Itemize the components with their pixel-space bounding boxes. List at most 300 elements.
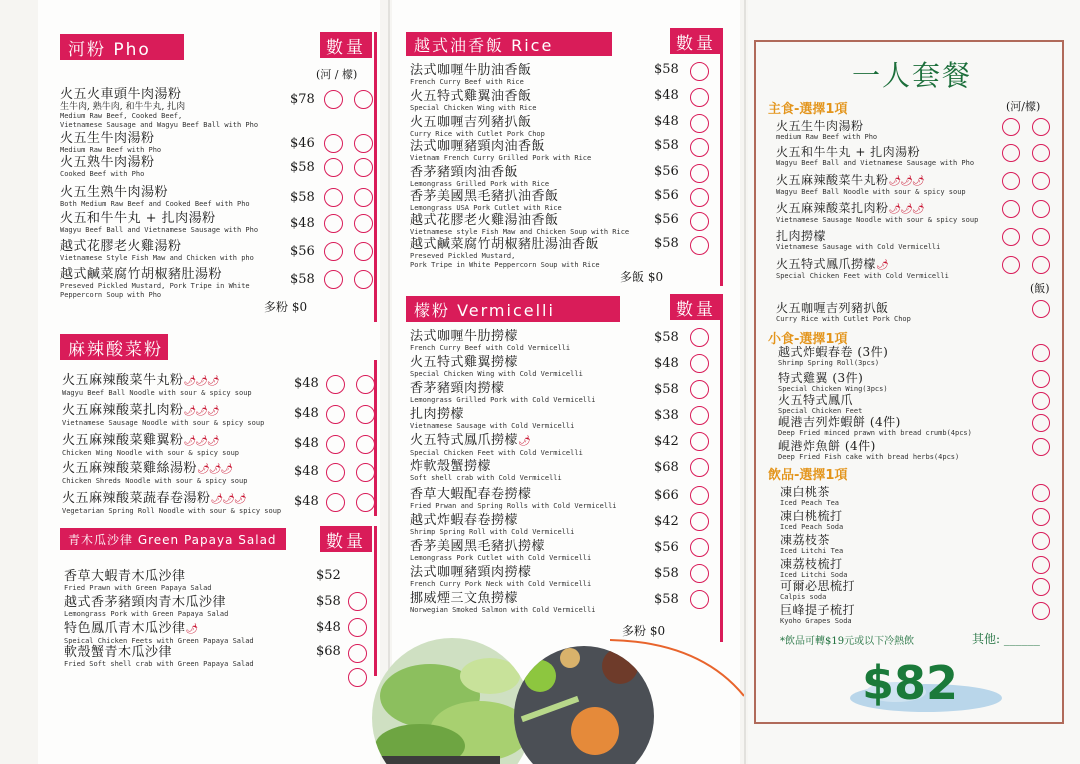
rice-extra: 多飯 $0 [620, 270, 664, 284]
item-name [778, 372, 888, 385]
menu-item [776, 302, 911, 323]
menu-item [60, 132, 161, 155]
menu-item [64, 570, 212, 593]
item-english: Fried Prawn with Green Papaya Salad [64, 584, 212, 592]
item-name [60, 268, 250, 282]
chili-icon: 🌶 [518, 436, 530, 447]
item-name-text: 法式咖喱牛肋撈檬 [410, 329, 519, 344]
quantity-circle[interactable] [1032, 144, 1050, 162]
menu-item [410, 90, 536, 113]
item-name [410, 592, 595, 606]
item-english: Preseved Pickled Mustard, [410, 252, 516, 260]
item-name [776, 174, 966, 188]
menu-item [410, 166, 549, 189]
item-english: Wagyu Beef Ball and Vietnamese Sausage with Pho [60, 226, 259, 234]
item-name-text: 炸軟殼蟹撈檬 [410, 459, 492, 474]
menu-item [64, 622, 254, 646]
item-english: Special Chicken Wing(3pcs) [778, 385, 888, 393]
item-name-text: 凍荔枝梳打 [780, 557, 843, 571]
menu-item [410, 238, 600, 270]
quantity-circle[interactable] [690, 212, 709, 231]
menu-item [778, 416, 972, 437]
item-name [64, 646, 254, 660]
chili-icon: 🌶🌶🌶 [183, 376, 219, 387]
item-english: Vietnam French Curry Grilled Pork with Rice [410, 154, 592, 162]
quantity-circle[interactable] [1032, 532, 1050, 550]
quantity-circle[interactable] [1032, 256, 1050, 274]
pho-col-label: (河 / 檬) [316, 68, 358, 81]
item-price: $58 [654, 566, 679, 581]
menu-item [410, 214, 629, 237]
menu-item [410, 330, 570, 353]
quantity-circle[interactable] [1032, 300, 1050, 318]
set-title: 一人套餐 [852, 59, 973, 92]
item-name-text: 巨峰提子梳打 [780, 603, 856, 617]
quantity-circle[interactable] [690, 486, 709, 505]
quantity-circle[interactable] [1002, 144, 1020, 162]
menu-item [776, 258, 949, 280]
item-english: Cooked Beef with Pho [60, 170, 145, 178]
item-name-text: 法式咖喱豬頸肉撈檬 [410, 565, 532, 580]
item-english: Vietnamese Sausage Noodle with sour & spicy soup [776, 216, 979, 224]
item-english: Wagyu Beef Ball and Vietnamese Sausage with Pho [776, 159, 975, 167]
item-name [780, 604, 855, 617]
item-name [64, 570, 212, 584]
quantity-circle[interactable] [1032, 172, 1050, 190]
item-name [410, 238, 600, 252]
menu-item [410, 540, 591, 563]
item-name [780, 486, 839, 499]
menu-item [778, 346, 888, 367]
menu-item [780, 534, 843, 555]
quantity-circle[interactable] [348, 618, 367, 637]
quantity-circle[interactable] [690, 432, 709, 451]
quantity-circle[interactable] [1002, 172, 1020, 190]
item-english: Deep Fried Fish cake with bread herbs(4pcs) [778, 453, 960, 461]
item-name-text: 香茅豬頸肉撈檬 [410, 381, 505, 396]
item-name [410, 566, 591, 580]
item-name [410, 166, 549, 180]
rice-qty-bar [720, 28, 723, 286]
item-name [60, 240, 254, 254]
quantity-circle[interactable] [1032, 438, 1050, 456]
quantity-circle[interactable] [690, 62, 709, 81]
item-price: $56 [654, 540, 679, 555]
item-english: Preseved Pickled Mustard, Pork Tripe in White [60, 282, 250, 290]
item-name-text: 火五和牛牛丸 + 扎肉湯粉 [776, 145, 921, 159]
chili-icon: 🌶🌶🌶 [210, 494, 246, 505]
item-name [776, 120, 877, 133]
quantity-circle[interactable] [356, 463, 375, 482]
menu-item [410, 460, 562, 483]
pho-qty-label: 數量 [320, 32, 372, 58]
quantity-circle[interactable] [348, 668, 367, 687]
item-price: $42 [654, 434, 679, 449]
quantity-circle[interactable] [690, 590, 709, 609]
quantity-circle[interactable] [1032, 392, 1050, 410]
quantity-circle[interactable] [354, 134, 373, 153]
item-name-text: 火五特式鳳爪 [778, 393, 854, 407]
item-english: Vietnamese Style Fish Maw and Chicken with pho [60, 254, 254, 262]
item-name-text: 火五咖喱吉列豬扒飯 [410, 115, 532, 130]
menu-item [60, 240, 254, 263]
item-english: Lemongrass Grilled Pork with Rice [410, 180, 550, 188]
item-subtitle: 生牛肉, 熟牛肉, 和牛牛丸, 扎肉 [60, 102, 186, 112]
spicy-header: 麻辣酸菜粉 [60, 334, 168, 360]
item-name-text: 越式花膠老火雞湯油香飯 [410, 213, 559, 228]
quantity-circle[interactable] [326, 463, 345, 482]
item-english: Kyoho Grapes Soda [780, 617, 852, 625]
item-name-text: 特色鳳爪青木瓜沙律 [64, 621, 186, 636]
item-name [62, 404, 264, 419]
quantity-circle[interactable] [1032, 344, 1050, 362]
item-english: Iced Peach Soda [780, 523, 844, 531]
menu-item [62, 404, 264, 428]
item-english: Vietnamese style Fish Maw and Chicken Soup with Rice [410, 228, 630, 236]
item-price: $68 [654, 460, 679, 475]
item-name [64, 596, 228, 610]
menu-item [410, 64, 532, 87]
quantity-circle[interactable] [326, 405, 345, 424]
item-name [410, 540, 591, 554]
menu-item [62, 434, 239, 458]
quantity-circle[interactable] [354, 188, 373, 207]
item-english: Lemongrass Pork with Green Papaya Salad [64, 610, 229, 618]
item-price: $58 [654, 138, 679, 153]
quantity-circle[interactable] [690, 564, 709, 583]
item-english: Fried Prwan and Spring Rolls with Cold Vermicelli [410, 502, 617, 510]
menu-item [410, 116, 545, 139]
menu-item [776, 202, 978, 224]
item-name-text: 越式香茅豬頸肉青木瓜沙律 [64, 595, 227, 610]
menu-item [780, 604, 855, 625]
item-english: Calpis soda [780, 593, 827, 601]
menu-item [410, 190, 562, 213]
item-english: Vietnamese Sausage Noodle with sour & spicy soup [62, 419, 265, 427]
item-name [410, 514, 574, 528]
menu-item [780, 486, 839, 507]
quantity-circle[interactable] [354, 270, 373, 289]
item-price: $48 [294, 376, 319, 391]
item-price: $48 [654, 114, 679, 129]
item-price: $58 [290, 272, 315, 287]
quantity-circle[interactable] [690, 458, 709, 477]
item-name-text: 火五麻辣酸菜蔬春卷湯粉 [62, 491, 211, 506]
item-english: French Curry Beef with Cold Vermicelli [410, 344, 571, 352]
item-english: Chicken Shreds Noodle with sour & spicy soup [62, 477, 248, 485]
item-name-text: 火五麻辣酸菜雞絲湯粉 [62, 461, 198, 476]
quantity-circle[interactable] [326, 493, 345, 512]
item-english: Iced Peach Tea [780, 499, 840, 507]
item-name [410, 90, 536, 104]
menu-item [410, 356, 583, 379]
quantity-circle[interactable] [1002, 228, 1020, 246]
item-name-text: 越式花膠老火雞湯粉 [60, 239, 182, 254]
item-name-text: 火五麻辣酸菜扎肉粉 [776, 201, 889, 215]
quantity-circle[interactable] [1032, 484, 1050, 502]
item-english: Deep Fried minced prawn with bread crumb(4pcs) [778, 429, 972, 437]
item-name [410, 408, 574, 422]
quantity-circle[interactable] [1032, 200, 1050, 218]
quantity-circle[interactable] [324, 158, 343, 177]
quantity-circle[interactable] [690, 188, 709, 207]
item-name [60, 186, 250, 200]
menu-item [62, 492, 281, 516]
item-english: Wagyu Beef Ball Noodle with sour & spicy soup [62, 389, 252, 397]
quantity-circle[interactable] [1002, 200, 1020, 218]
snack-label: 小食-選擇1項 [768, 332, 848, 347]
item-name-text: 凍白桃梳打 [780, 509, 843, 523]
item-english: Lemongrass Grilled Pork with Cold Vermicelli [410, 396, 596, 404]
item-name [778, 416, 972, 429]
item-name [776, 258, 949, 272]
chili-icon: 🌶🌶🌶 [183, 436, 219, 447]
item-name-text: 香草大蝦配春卷撈檬 [410, 487, 532, 502]
item-english: Iced Litchi Tea [780, 547, 844, 555]
menu-item [780, 558, 847, 579]
menu-item [410, 566, 591, 589]
item-english: Vietnamese Sausage with Cold Vermicelli [410, 422, 575, 430]
quantity-circle[interactable] [324, 242, 343, 261]
menu-item [62, 374, 252, 398]
menu-item [60, 268, 250, 300]
item-name-text: 香草大蝦青木瓜沙律 [64, 569, 186, 584]
item-english: Special Chicken Feet with Cold Vermicelli [776, 272, 949, 280]
item-price: $66 [654, 488, 679, 503]
chili-icon: 🌶🌶🌶 [183, 406, 219, 417]
quantity-circle[interactable] [1032, 414, 1050, 432]
quantity-circle[interactable] [1032, 118, 1050, 136]
item-name-text: 火五特式雞翼撈檬 [410, 355, 519, 370]
item-name-text: 越式炸蝦春卷 (3件) [778, 345, 889, 359]
quantity-circle[interactable] [324, 134, 343, 153]
item-english: Vietnamese Sausage with Cold Vermicelli [776, 243, 941, 251]
quantity-circle[interactable] [1032, 602, 1050, 620]
quantity-circle[interactable] [324, 188, 343, 207]
item-name-text: 凍白桃茶 [780, 485, 831, 499]
menu-item [60, 88, 258, 130]
quantity-circle[interactable] [348, 592, 367, 611]
menu-item [60, 156, 155, 179]
set-price: $82 [862, 656, 959, 710]
item-name: 火五咖喱吉列豬扒飯 [776, 301, 889, 315]
menu-item [410, 408, 574, 431]
quantity-circle[interactable] [354, 158, 373, 177]
item-price: $56 [654, 188, 679, 203]
verm-qty-label: 數量 [670, 294, 722, 320]
item-price: $48 [654, 356, 679, 371]
item-english: Fried Soft shell crab with Green Papaya Salad [64, 660, 254, 668]
item-english: French Curry Beef with Rice [410, 78, 524, 86]
menu-item [410, 382, 595, 405]
item-english: Special Chicken Wing with Cold Vermicelli [410, 370, 583, 378]
quantity-circle[interactable] [690, 380, 709, 399]
item-price: $58 [654, 382, 679, 397]
menu-item [776, 146, 974, 167]
item-name [60, 212, 258, 226]
papaya-header: 青木瓜沙律 Green Papaya Salad [60, 528, 286, 550]
quantity-circle[interactable] [690, 512, 709, 531]
quantity-circle[interactable] [1002, 118, 1020, 136]
quantity-circle[interactable] [326, 435, 345, 454]
quantity-circle[interactable] [1002, 256, 1020, 274]
quantity-circle[interactable] [690, 236, 709, 255]
item-name [62, 434, 239, 449]
item-english: Norwegian Smoked Salmon with Cold Vermicelli [410, 606, 596, 614]
other-label: 其他: ______ [972, 632, 1040, 646]
item-name-text: 可爾必思梳打 [780, 579, 856, 593]
item-name [778, 440, 959, 453]
item-name-text: 火五特式鳳爪撈檬 [776, 257, 877, 271]
item-name-text: 火五麻辣酸菜牛丸粉 [776, 173, 889, 187]
item-name-text: 火五和牛牛丸 + 扎肉湯粉 [60, 211, 216, 226]
item-price: $58 [316, 594, 341, 609]
quantity-circle[interactable] [324, 214, 343, 233]
item-english: Special Chicken Wing with Rice [410, 104, 537, 112]
item-name-text: 香茅美國黑毛豬扒油香飯 [410, 189, 559, 204]
food-photo [370, 636, 744, 764]
item-price: $58 [290, 190, 315, 205]
chili-icon: 🌶🌶🌶 [888, 176, 924, 187]
item-name [60, 132, 161, 146]
item-name [410, 382, 595, 396]
quantity-circle[interactable] [690, 538, 709, 557]
quantity-circle[interactable] [1032, 508, 1050, 526]
item-name [780, 510, 843, 523]
item-english: Lemongrass USA Pork Cutlet with Rice [410, 204, 562, 212]
item-name-text: 火五麻辣酸菜扎肉粉 [62, 403, 184, 418]
item-price: $68 [316, 644, 341, 659]
item-price: $48 [290, 216, 315, 231]
quantity-circle[interactable] [356, 375, 375, 394]
item-name-text: 火五生熟牛肉湯粉 [60, 185, 169, 200]
item-name-text: 火五熟牛肉湯粉 [60, 155, 155, 170]
item-price: $58 [654, 236, 679, 251]
menu-item [776, 120, 877, 141]
item-name-text: 凍荔枝茶 [780, 533, 831, 547]
item-english: Medium Raw Beef, Cooked Beef, [60, 112, 183, 120]
quantity-circle[interactable] [1032, 578, 1050, 596]
item-price: $58 [654, 62, 679, 77]
item-price: $78 [290, 92, 315, 107]
quantity-circle[interactable] [326, 375, 345, 394]
item-english: medium Raw Beef with Pho [776, 133, 878, 141]
verm-qty-bar [720, 294, 723, 642]
item-name-text: 軟殼蟹青木瓜沙律 [64, 645, 173, 660]
quantity-circle[interactable] [356, 435, 375, 454]
item-name [780, 534, 843, 547]
item-name-text: 扎肉撈檬 [776, 229, 827, 243]
menu-item [410, 434, 583, 458]
quantity-circle[interactable] [690, 88, 709, 107]
quantity-circle[interactable] [324, 270, 343, 289]
item-price: $42 [654, 514, 679, 529]
verm-header: 檬粉 Vermicelli [406, 296, 620, 322]
item-english: Curry Rice with Cutlet Pork Chop [410, 130, 545, 138]
quantity-circle[interactable] [1032, 370, 1050, 388]
item-english: Curry Rice with Cutlet Pork Chop [776, 315, 911, 323]
item-price: $52 [316, 568, 341, 583]
item-price: $48 [654, 88, 679, 103]
item-name-text: 越式鹹菜腐竹胡椒豬肚湯油香飯 [410, 237, 600, 252]
item-name [780, 558, 847, 571]
quantity-circle[interactable] [1032, 556, 1050, 574]
item-name [62, 462, 247, 477]
item-name-text: 法式咖喱牛肋油香飯 [410, 63, 532, 78]
quantity-circle[interactable] [354, 214, 373, 233]
quantity-circle[interactable] [324, 90, 343, 109]
item-name-text: 法式咖喱豬頸肉油香飯 [410, 139, 546, 154]
drink-note: *飲品可轉$19元或以下冷熱飲 [780, 636, 915, 647]
rice-header: 越式油香飯 Rice [406, 32, 612, 56]
quantity-circle[interactable] [690, 406, 709, 425]
item-price: $46 [290, 136, 315, 151]
pho-qty-bar [374, 32, 377, 322]
item-name [64, 622, 254, 637]
item-name [410, 64, 532, 78]
item-english: Medium Raw Beef with Pho [60, 146, 162, 154]
item-name [778, 346, 888, 359]
item-price: $48 [294, 406, 319, 421]
item-name-text: 越式鹹菜腐竹胡椒豬肚湯粉 [60, 267, 223, 282]
item-name-text: 火五麻辣酸菜雞翼粉 [62, 433, 184, 448]
item-name [410, 434, 583, 449]
quantity-circle[interactable] [690, 164, 709, 183]
item-name [410, 214, 629, 228]
quantity-circle[interactable] [354, 90, 373, 109]
menu-item [410, 514, 574, 537]
item-name [410, 140, 591, 154]
chili-icon: 🌶 [876, 260, 888, 271]
quantity-circle[interactable] [356, 405, 375, 424]
item-name-text: 火五火車頭牛肉湯粉 [60, 87, 182, 102]
item-english: Pork Tripe in White Peppercorn Soup with Rice [410, 261, 600, 269]
item-english: Peppercorn Soup with Pho [60, 291, 162, 299]
menu-item [60, 212, 258, 235]
menu-item [778, 440, 959, 461]
item-english: Shrimp Spring Roll with Cold Vermicelli [410, 528, 575, 536]
menu-item [62, 462, 247, 486]
item-name [62, 492, 281, 507]
item-english: Special Chicken Feet with Cold Vermicelli [410, 449, 583, 457]
quantity-circle[interactable] [354, 242, 373, 261]
chili-icon: 🌶 [185, 624, 198, 635]
item-english: Vegetarian Spring Roll Noodle with sour & spicy soup [62, 507, 282, 515]
main-label: 主食-選擇1項 [768, 102, 848, 117]
menu-item [64, 646, 254, 669]
quantity-circle[interactable] [356, 493, 375, 512]
quantity-circle[interactable] [690, 328, 709, 347]
quantity-circle[interactable] [348, 644, 367, 663]
item-english: French Curry Pork Neck with Cold Vermicelli [410, 580, 592, 588]
item-price: $38 [654, 408, 679, 423]
quantity-circle[interactable] [690, 138, 709, 157]
item-price: $58 [654, 592, 679, 607]
verm-extra: 多粉 $0 [622, 624, 666, 638]
menu-item [410, 140, 591, 163]
quantity-circle[interactable] [690, 354, 709, 373]
chili-icon: 🌶🌶🌶 [888, 204, 924, 215]
quantity-circle[interactable] [1032, 228, 1050, 246]
menu-item [410, 488, 617, 511]
menu-item [776, 230, 940, 251]
item-name [410, 330, 570, 344]
item-name [410, 488, 617, 502]
item-price: $48 [316, 620, 341, 635]
rice-qty-label: 數量 [670, 28, 722, 54]
set-rice-label: (飯) [1030, 282, 1050, 295]
quantity-circle[interactable] [690, 114, 709, 133]
